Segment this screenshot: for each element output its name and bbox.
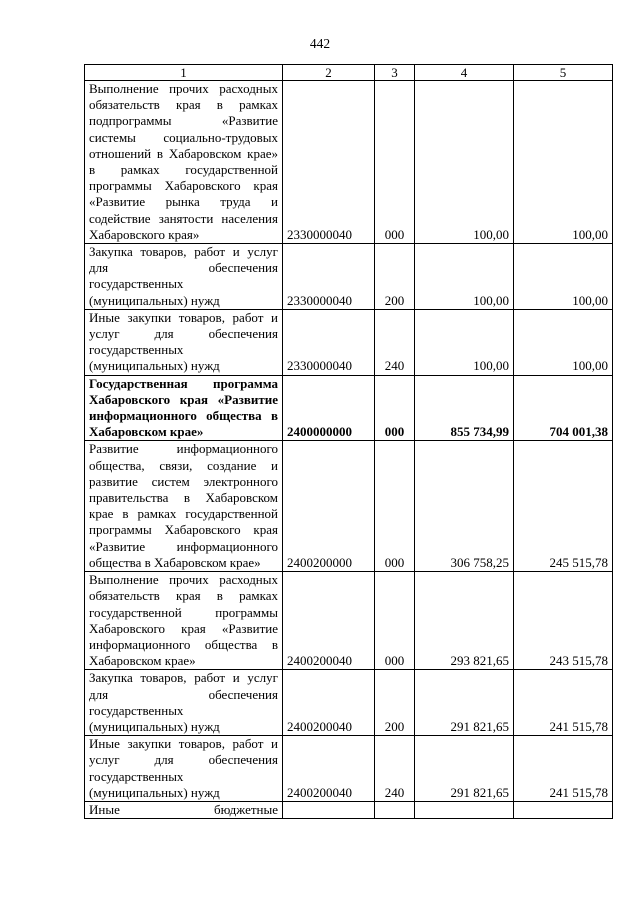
row-expense-type: 200 [375,244,415,310]
row-target-code: 2400200000 [283,441,375,572]
row-amount-year-1: 293 821,65 [415,572,514,670]
row-amount-year-2: 245 515,78 [514,441,613,572]
table-row [85,375,613,441]
row-target-code: 2400200040 [283,670,375,736]
column-header: 3 [375,65,415,81]
row-amount-year-1: 100,00 [415,81,514,244]
row-amount-year-2: 100,00 [514,244,613,310]
column-header: 1 [85,65,283,81]
row-expense-type: 000 [375,441,415,572]
row-amount-year-1: 306 758,25 [415,441,514,572]
table-row [85,736,613,802]
row-target-code: 2400200040 [283,736,375,802]
row-expense-type: 240 [375,736,415,802]
row-amount-year-2: 100,00 [514,81,613,244]
row-expense-type: 200 [375,670,415,736]
row-name: Закупка товаров, работ и услуг для обеспечения государственных (муниципальных) нужд [85,244,283,310]
row-name: Иные закупки товаров, работ и услуг для обеспечения государственных (муниципальных) нужд [85,736,283,802]
table-row [85,572,613,670]
empty-cell [514,801,613,818]
row-name: Иные закупки товаров, работ и услуг для обеспечения государственных (муниципальных) нужд [85,309,283,375]
page-number: 442 [309,36,331,51]
column-header: 2 [283,65,375,81]
row-amount-year-1: 291 821,65 [415,670,514,736]
row-expense-type: 000 [375,375,415,441]
table-row-partial [85,801,613,818]
empty-cell [415,801,514,818]
table-row [85,441,613,572]
row-name: Закупка товаров, работ и услуг для обеспечения государственных (муниципальных) нужд [85,670,283,736]
table-row [85,309,613,375]
row-name: Выполнение прочих расходных обязательств края в рамках государственной программы Хабаровского края «Развитие информационного общества в Хабаровском крае» [85,572,283,670]
row-target-code: 2400200040 [283,572,375,670]
row-amount-year-1: 291 821,65 [415,736,514,802]
row-amount-year-1: 855 734,99 [415,375,514,441]
table-row [85,81,613,244]
row-name: Развитие информационного общества, связи, создание и развитие систем электронного правительства в Хабаровском крае в рамках государственной программы Хабаровского края «Развитие информационного общества в Хабаровском крае» [85,441,283,572]
table-header-row [85,65,613,81]
empty-cell [375,801,415,818]
row-amount-year-2: 241 515,78 [514,736,613,802]
row-expense-type: 240 [375,309,415,375]
row-amount-year-1: 100,00 [415,309,514,375]
row-name: Государственная программа Хабаровского края «Развитие информационного общества в Хабаровском крае» [85,375,283,441]
row-target-code: 2400000000 [283,375,375,441]
row-target-code: 2330000040 [283,244,375,310]
row-name: Иные бюджетные [85,801,283,818]
row-target-code: 2330000040 [283,81,375,244]
empty-cell [283,801,375,818]
row-amount-year-2: 243 515,78 [514,572,613,670]
column-header: 5 [514,65,613,81]
row-amount-year-1: 100,00 [415,244,514,310]
row-amount-year-2: 241 515,78 [514,670,613,736]
table-row [85,670,613,736]
row-amount-year-2: 100,00 [514,309,613,375]
row-expense-type: 000 [375,572,415,670]
budget-table [84,64,613,819]
row-expense-type: 000 [375,81,415,244]
column-header: 4 [415,65,514,81]
row-name: Выполнение прочих расходных обязательств края в рамках подпрограммы «Развитие системы социально-трудовых отношений в Хабаровском крае» в рамках государственной программы Хабаровского края «Развитие рынка труда и содействие занятости населения Хабаровского края» [85,81,283,244]
row-amount-year-2: 704 001,38 [514,375,613,441]
table-row [85,244,613,310]
row-target-code: 2330000040 [283,309,375,375]
